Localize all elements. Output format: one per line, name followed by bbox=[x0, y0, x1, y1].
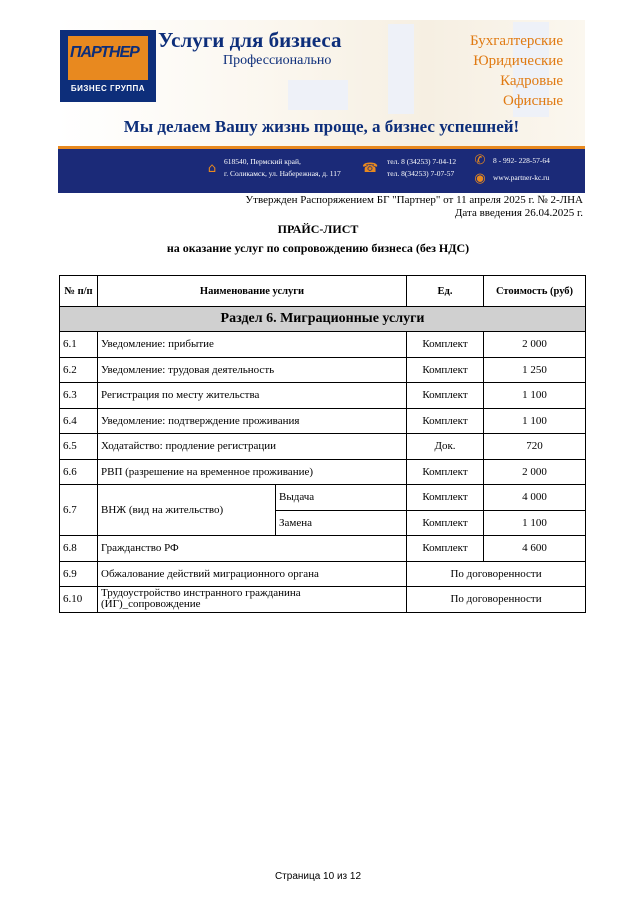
row-price: 2 000 bbox=[484, 459, 586, 485]
header-price: Стоимость (руб) bbox=[484, 276, 586, 307]
row-service: Регистрация по месту жительства bbox=[98, 383, 407, 409]
section-title: Раздел 6. Миграционные услуги bbox=[60, 307, 586, 332]
table-row bbox=[60, 383, 586, 409]
row-unit: Комплект bbox=[407, 459, 484, 485]
row-service: Ходатайство: продление регистрации bbox=[98, 434, 407, 460]
service-hr: Кадровые bbox=[500, 73, 563, 89]
row-price: По договоренности bbox=[407, 561, 586, 587]
letterhead-title: Услуги для бизнеса bbox=[158, 28, 342, 52]
row-price: 1 250 bbox=[484, 357, 586, 383]
row-unit: Комплект bbox=[407, 485, 484, 511]
phone-line2: тел. 8(34253) 7-07-57 bbox=[387, 169, 455, 178]
row-unit: Комплект bbox=[407, 383, 484, 409]
document-title: ПРАЙС-ЛИСТ bbox=[277, 222, 359, 236]
service-office: Офисные bbox=[503, 93, 563, 109]
contact-bar bbox=[58, 146, 585, 193]
logo-text: ПАРТНЕР bbox=[70, 44, 139, 61]
row-price: 4 600 bbox=[484, 536, 586, 562]
logo-subtitle: БИЗНЕС ГРУППА bbox=[70, 84, 146, 93]
row-price: 4 000 bbox=[484, 485, 586, 511]
row-num: 6.5 bbox=[60, 434, 98, 460]
effective-date: Дата введения 26.04.2025 г. bbox=[454, 207, 583, 219]
header-service: Наименование услуги bbox=[98, 276, 407, 307]
company-logo bbox=[60, 30, 156, 102]
slogan: Мы делаем Вашу жизнь проще, а бизнес успешней! bbox=[123, 117, 520, 136]
row-num: 6.9 bbox=[60, 561, 98, 587]
approval-note: Утвержден Распоряжением БГ "Партнер" от 11 апреля 2025 г. № 2-ЛНА bbox=[245, 194, 583, 206]
header-unit: Ед. bbox=[407, 276, 484, 307]
letterhead-subtitle: Профессионально bbox=[223, 53, 332, 68]
row-price: 1 100 bbox=[484, 383, 586, 409]
phone-icon: ☎ bbox=[362, 161, 379, 176]
row-service: Уведомление: подтверждение проживания bbox=[98, 408, 407, 434]
row-num: 6.1 bbox=[60, 332, 98, 358]
row-service: Уведомление: трудовая деятельность bbox=[98, 357, 407, 383]
row-num: 6.10 bbox=[60, 587, 98, 613]
row-unit: Комплект bbox=[407, 332, 484, 358]
row-service: Уведомление: прибытие bbox=[98, 332, 407, 358]
address-line2: г. Соликамск, ул. Набережная, д. 117 bbox=[224, 169, 341, 178]
header-num: № п/п bbox=[60, 276, 98, 307]
row-unit: Док. bbox=[407, 434, 484, 460]
table-row bbox=[60, 434, 586, 460]
section-row bbox=[60, 307, 586, 332]
row-service-line1: Трудоустройство инстранного гражданина bbox=[101, 587, 301, 600]
row-unit: Комплект bbox=[407, 510, 484, 536]
row-price: 1 100 bbox=[484, 510, 586, 536]
globe-icon: ◉ bbox=[474, 171, 486, 186]
row-unit: Комплект bbox=[407, 536, 484, 562]
table-row bbox=[60, 561, 586, 587]
row-subservice: Замена bbox=[276, 510, 407, 536]
row-num: 6.7 bbox=[60, 485, 98, 536]
table-row bbox=[60, 587, 586, 613]
phone-line1: тел. 8 (34253) 7-04-12 bbox=[387, 157, 457, 166]
letterhead bbox=[58, 20, 585, 190]
row-price: 1 100 bbox=[484, 408, 586, 434]
address-line1: 618540, Пермский край, bbox=[224, 157, 301, 166]
row-service bbox=[98, 587, 407, 613]
website: www.partner-kc.ru bbox=[493, 173, 550, 182]
row-price: 720 bbox=[484, 434, 586, 460]
table-row bbox=[60, 536, 586, 562]
row-unit: Комплект bbox=[407, 408, 484, 434]
row-service: ВНЖ (вид на жительство) bbox=[98, 485, 276, 536]
service-accounting: Бухгалтерские bbox=[469, 33, 563, 49]
house-icon: ⌂ bbox=[207, 161, 217, 176]
row-unit: Комплект bbox=[407, 357, 484, 383]
row-num: 6.4 bbox=[60, 408, 98, 434]
letterhead-banner bbox=[58, 20, 585, 164]
table-row bbox=[60, 408, 586, 434]
row-service: Гражданство РФ bbox=[98, 536, 407, 562]
table-header-row bbox=[60, 276, 586, 307]
row-price: 2 000 bbox=[484, 332, 586, 358]
mobile-number: 8 - 992- 228-57-64 bbox=[493, 156, 550, 165]
row-num: 6.3 bbox=[60, 383, 98, 409]
document-subtitle: на оказание услуг по сопровождению бизнеса (без НДС) bbox=[166, 241, 470, 255]
table-row bbox=[60, 357, 586, 383]
row-num: 6.8 bbox=[60, 536, 98, 562]
page-number: Страница 10 из 12 bbox=[274, 871, 362, 882]
mobile-icon: ✆ bbox=[474, 153, 486, 168]
row-service: Обжалование действий миграционного органа bbox=[98, 561, 407, 587]
row-num: 6.6 bbox=[60, 459, 98, 485]
decor-block bbox=[388, 24, 414, 114]
row-price: По договоренности bbox=[407, 587, 586, 613]
table-row bbox=[60, 459, 586, 485]
row-subservice: Выдача bbox=[276, 485, 407, 511]
price-table bbox=[59, 275, 586, 613]
table-row bbox=[60, 485, 586, 511]
row-service: РВП (разрешение на временное проживание) bbox=[98, 459, 407, 485]
table-row bbox=[60, 332, 586, 358]
service-legal: Юридические bbox=[473, 53, 563, 69]
row-num: 6.2 bbox=[60, 357, 98, 383]
row-service-line2: (ИГ)_сопровождение bbox=[101, 598, 201, 611]
decor-block bbox=[288, 80, 348, 110]
